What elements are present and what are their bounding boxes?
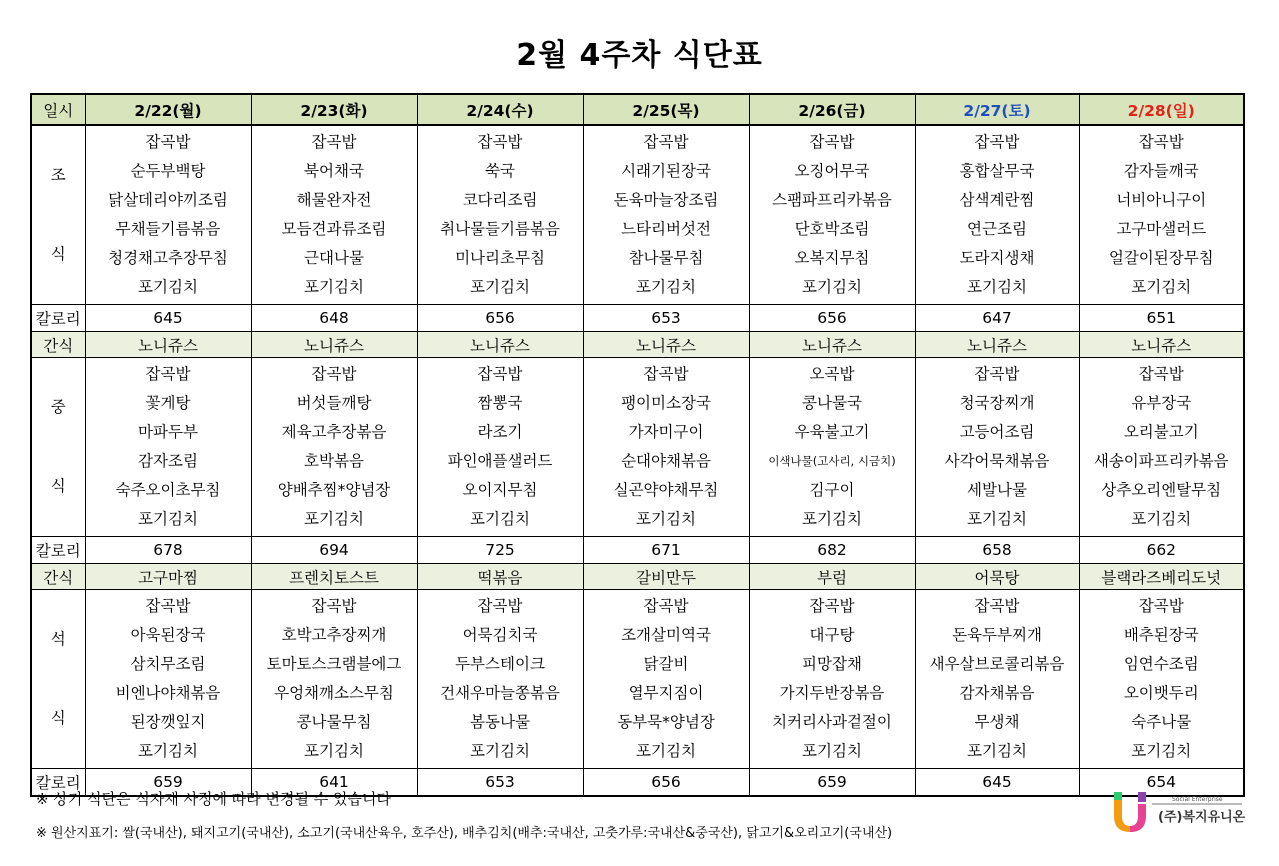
snack-item: 고구마찜 bbox=[85, 564, 251, 590]
dish-item: 청경채고추장무침 bbox=[108, 249, 228, 267]
dish-item: 포기김치 bbox=[967, 742, 1027, 760]
dish-item: 무채들기름볶음 bbox=[115, 220, 221, 238]
dish-item: 참나물무침 bbox=[628, 249, 704, 267]
lunch-day-menu bbox=[583, 358, 749, 537]
dish-item: 돈육두부찌개 bbox=[952, 626, 1042, 644]
label-spacer bbox=[32, 417, 85, 477]
dish-item: 팽이미소장국 bbox=[621, 394, 711, 412]
dish-item: 사각어묵채볶음 bbox=[944, 452, 1050, 470]
dish-item: 취나물들기름볶음 bbox=[440, 220, 560, 238]
page-title: 2월 4주차 식단표 bbox=[516, 38, 763, 73]
dinner-menu-row bbox=[31, 590, 1244, 769]
dish-item: 잡곡밥 bbox=[643, 133, 689, 151]
snack-item: 노니쥬스 bbox=[417, 332, 583, 358]
dish-item: 호박고추장찌개 bbox=[281, 626, 387, 644]
dish-item: 쑥국 bbox=[485, 162, 515, 180]
dish-item: 삼치무조림 bbox=[130, 655, 206, 673]
date-label: 일시 bbox=[31, 94, 85, 125]
dinner-day-menu bbox=[251, 590, 417, 769]
dish-item: 건새우마늘쫑볶음 bbox=[440, 684, 560, 702]
lunch-label-top: 중 bbox=[50, 398, 66, 417]
label-spacer bbox=[32, 649, 85, 709]
calorie-value: 678 bbox=[85, 537, 251, 564]
calorie-value: 653 bbox=[583, 305, 749, 332]
dish-item: 잡곡밥 bbox=[145, 365, 191, 383]
origin-notice: ※ 원산지표기: 쌀(국내산), 돼지고기(국내산), 소고기(국내산육우, 호주산), 배추김치(배추:국내산, 고춧가루:국내산&중국산), 닭고기&오리고기(국내산) bbox=[36, 826, 893, 841]
lunch-label-bottom: 식 bbox=[50, 477, 66, 495]
calorie-value: 658 bbox=[915, 537, 1079, 564]
snack-item: 노니쥬스 bbox=[85, 332, 251, 358]
dish-item: 숙주오이초무침 bbox=[115, 481, 221, 499]
lunch-menu-row bbox=[31, 358, 1244, 537]
dish-item: 포기김치 bbox=[802, 278, 862, 296]
snack-label: 간식 bbox=[31, 332, 85, 358]
dish-item: 포기김치 bbox=[636, 510, 696, 528]
calorie-value: 651 bbox=[1079, 305, 1244, 332]
dish-item: 세발나물 bbox=[967, 481, 1027, 499]
snack-item: 노니쥬스 bbox=[749, 332, 915, 358]
breakfast-label-top: 조 bbox=[50, 166, 66, 185]
dish-item: 오징어무국 bbox=[794, 162, 870, 180]
snack-item: 노니쥬스 bbox=[1079, 332, 1244, 358]
dish-item: 라조기 bbox=[477, 423, 523, 441]
snack-item: 노니쥬스 bbox=[251, 332, 417, 358]
dish-item: 시래기된장국 bbox=[621, 162, 711, 180]
dish-item: 아욱된장국 bbox=[130, 626, 206, 644]
snack-label: 간식 bbox=[31, 564, 85, 590]
dish-item: 포기김치 bbox=[802, 742, 862, 760]
dish-item: 북어채국 bbox=[304, 162, 364, 180]
day-header: 2/28(일) bbox=[1079, 94, 1244, 125]
lunch-calorie-row bbox=[31, 537, 1244, 564]
dish-item: 오리불고기 bbox=[1123, 423, 1199, 441]
dinner-day-menu bbox=[915, 590, 1079, 769]
dinner-day-menu bbox=[417, 590, 583, 769]
dish-item: 잡곡밥 bbox=[311, 597, 357, 615]
lunch-day-menu bbox=[915, 358, 1079, 537]
dish-item: 포기김치 bbox=[138, 742, 198, 760]
dish-item: 포기김치 bbox=[802, 510, 862, 528]
breakfast-day-menu bbox=[749, 125, 915, 305]
dish-item: 콩나물국 bbox=[802, 394, 862, 412]
calorie-value: 694 bbox=[251, 537, 417, 564]
logo-tagline: Social Enterprise bbox=[1172, 796, 1223, 803]
dish-item: 포기김치 bbox=[636, 742, 696, 760]
calorie-value: 648 bbox=[251, 305, 417, 332]
dish-item: 연근조림 bbox=[967, 220, 1027, 238]
dish-item: 숙주나물 bbox=[1131, 713, 1192, 731]
dish-item: 포기김치 bbox=[304, 742, 364, 760]
calorie-value: 645 bbox=[85, 305, 251, 332]
dish-item: 된장깻잎지 bbox=[130, 713, 206, 731]
snack-item: 노니쥬스 bbox=[915, 332, 1079, 358]
dish-item: 포기김치 bbox=[470, 278, 530, 296]
dish-item: 두부스테이크 bbox=[455, 655, 545, 673]
dish-item: 잡곡밥 bbox=[974, 133, 1020, 151]
breakfast-day-menu bbox=[251, 125, 417, 305]
dish-item: 대구탕 bbox=[809, 626, 855, 644]
dish-item: 잡곡밥 bbox=[311, 365, 357, 383]
dish-item: 잡곡밥 bbox=[643, 597, 689, 615]
dish-item: 오이지무침 bbox=[462, 481, 538, 499]
change-notice: ※ 상기 식단은 식자재 사정에 따라 변경될 수 있습니다 bbox=[36, 790, 392, 808]
label-spacer bbox=[32, 185, 85, 245]
dish-item: 잡곡밥 bbox=[1138, 365, 1184, 383]
calorie-value: 682 bbox=[749, 537, 915, 564]
dish-item: 순두부백탕 bbox=[130, 162, 206, 180]
dish-item: 도라지생채 bbox=[959, 249, 1035, 267]
dish-item: 감자채볶음 bbox=[959, 684, 1035, 702]
dish-item: 미나리초무침 bbox=[455, 249, 545, 267]
dish-item: 돈육마늘장조림 bbox=[613, 191, 719, 209]
snack-item: 블랙라즈베리도넛 bbox=[1079, 564, 1244, 590]
dish-item: 조개살미역국 bbox=[621, 626, 711, 644]
dinner-day-menu bbox=[85, 590, 251, 769]
dish-item: 가자미구이 bbox=[628, 423, 704, 441]
calorie-label: 칼로리 bbox=[31, 305, 85, 332]
dish-item: 포기김치 bbox=[470, 742, 530, 760]
dinner-day-menu bbox=[749, 590, 915, 769]
dish-item: 이색나물(고사리, 시금치) bbox=[768, 454, 896, 468]
dish-item: 양배추찜*양념장 bbox=[277, 481, 391, 499]
dish-item: 파인애플샐러드 bbox=[447, 452, 553, 470]
breakfast-day-menu bbox=[85, 125, 251, 305]
header-row bbox=[31, 94, 1244, 125]
lunch-day-menu bbox=[1079, 358, 1244, 537]
dish-item: 잡곡밥 bbox=[145, 133, 191, 151]
breakfast-day-menu bbox=[1079, 125, 1244, 305]
lunch-day-menu bbox=[251, 358, 417, 537]
dish-item: 단호박조림 bbox=[794, 220, 870, 238]
dish-item: 피망잡채 bbox=[802, 655, 862, 673]
dish-item: 삼색계란찜 bbox=[959, 191, 1035, 209]
dish-item: 얼갈이된장무침 bbox=[1108, 249, 1214, 267]
dish-item: 오복지무침 bbox=[794, 249, 870, 267]
dish-item: 호박볶음 bbox=[304, 452, 364, 470]
snack-item: 프렌치토스트 bbox=[251, 564, 417, 590]
dish-item: 가지두반장볶음 bbox=[779, 684, 885, 702]
dish-item: 청국장찌개 bbox=[959, 394, 1035, 412]
calorie-value: 656 bbox=[417, 305, 583, 332]
dish-item: 마파두부 bbox=[138, 423, 198, 441]
dish-item: 버섯들깨탕 bbox=[296, 394, 372, 412]
dish-item: 새우살브로콜리볶음 bbox=[929, 655, 1065, 673]
dish-item: 잡곡밥 bbox=[311, 133, 357, 151]
dish-item: 포기김치 bbox=[967, 510, 1027, 528]
dish-item: 잡곡밥 bbox=[809, 597, 855, 615]
lunch-day-menu bbox=[417, 358, 583, 537]
dish-item: 잡곡밥 bbox=[477, 597, 523, 615]
snack-item: 갈비만두 bbox=[583, 564, 749, 590]
dish-item: 포기김치 bbox=[304, 278, 364, 296]
dish-item: 유부장국 bbox=[1131, 394, 1192, 412]
dish-item: 오곡밥 bbox=[809, 365, 855, 383]
dish-item: 코다리조림 bbox=[462, 191, 538, 209]
dish-item: 비엔나야채볶음 bbox=[115, 684, 221, 702]
calorie-value: 641 bbox=[251, 769, 417, 797]
dish-item: 포기김치 bbox=[636, 278, 696, 296]
calorie-value: 647 bbox=[915, 305, 1079, 332]
dish-item: 잡곡밥 bbox=[974, 597, 1020, 615]
day-header: 2/23(화) bbox=[251, 94, 417, 125]
dish-item: 모듬견과류조림 bbox=[281, 220, 387, 238]
dish-item: 잡곡밥 bbox=[477, 365, 523, 383]
dish-item: 우육불고기 bbox=[794, 423, 870, 441]
dish-item: 닭살데리야끼조림 bbox=[108, 191, 228, 209]
snack-item: 어묵탕 bbox=[915, 564, 1079, 590]
dinner-label-top: 석 bbox=[50, 630, 66, 649]
dish-item: 새송이파프리카볶음 bbox=[1093, 452, 1229, 470]
dish-item: 짬뽕국 bbox=[477, 394, 523, 412]
snack1-row bbox=[31, 332, 1244, 358]
dish-item: 콩나물무침 bbox=[296, 713, 372, 731]
dinner-day-menu bbox=[583, 590, 749, 769]
lunch-day-menu bbox=[85, 358, 251, 537]
day-header: 2/26(금) bbox=[749, 94, 915, 125]
dish-item: 너비아니구이 bbox=[1116, 191, 1207, 209]
dish-item: 임연수조림 bbox=[1123, 655, 1199, 673]
dish-item: 잡곡밥 bbox=[477, 133, 523, 151]
dish-item: 순대야채볶음 bbox=[621, 452, 711, 470]
breakfast-day-menu bbox=[417, 125, 583, 305]
dish-item: 오이뱃두리 bbox=[1123, 684, 1199, 702]
dish-item: 포기김치 bbox=[1131, 510, 1192, 528]
dinner-label-bottom: 식 bbox=[50, 709, 66, 727]
dish-item: 근대나물 bbox=[304, 249, 364, 267]
dish-item: 고구마샐러드 bbox=[1116, 220, 1207, 238]
breakfast-menu-row bbox=[31, 125, 1244, 305]
day-header: 2/27(토) bbox=[915, 94, 1079, 125]
snack-item: 떡볶음 bbox=[417, 564, 583, 590]
calorie-label: 칼로리 bbox=[31, 769, 85, 797]
calorie-value: 654 bbox=[1079, 769, 1244, 797]
breakfast-label bbox=[31, 125, 85, 305]
dish-item: 봄동나물 bbox=[470, 713, 530, 731]
dish-item: 포기김치 bbox=[470, 510, 530, 528]
dish-item: 잡곡밥 bbox=[1138, 133, 1184, 151]
calorie-value: 662 bbox=[1079, 537, 1244, 564]
dish-item: 포기김치 bbox=[138, 278, 198, 296]
dish-item: 홍합살무국 bbox=[959, 162, 1035, 180]
dinner-day-menu bbox=[1079, 590, 1244, 769]
dish-item: 포기김치 bbox=[967, 278, 1027, 296]
dish-item: 해물완자전 bbox=[296, 191, 372, 209]
calorie-value: 656 bbox=[749, 305, 915, 332]
snack-item: 부럼 bbox=[749, 564, 915, 590]
meal-plan-table bbox=[30, 93, 1245, 797]
dish-item: 느타리버섯전 bbox=[621, 220, 711, 238]
dish-item: 꽃게탕 bbox=[145, 394, 191, 412]
dish-item: 스팸파프리카볶음 bbox=[772, 191, 892, 209]
dish-item: 포기김치 bbox=[304, 510, 364, 528]
calorie-label: 칼로리 bbox=[31, 537, 85, 564]
breakfast-day-menu bbox=[583, 125, 749, 305]
calorie-value: 656 bbox=[583, 769, 749, 797]
dish-item: 김구이 bbox=[809, 481, 855, 499]
day-header: 2/25(목) bbox=[583, 94, 749, 125]
dish-item: 실곤약야채무침 bbox=[613, 481, 719, 499]
dish-item: 감자들깨국 bbox=[1123, 162, 1199, 180]
dish-item: 포기김치 bbox=[138, 510, 198, 528]
dish-item: 잡곡밥 bbox=[145, 597, 191, 615]
dish-item: 동부묵*양념장 bbox=[617, 713, 715, 731]
dish-item: 치커리사과겉절이 bbox=[772, 713, 892, 731]
dish-item: 잡곡밥 bbox=[974, 365, 1020, 383]
breakfast-day-menu bbox=[915, 125, 1079, 305]
dish-item: 잡곡밥 bbox=[809, 133, 855, 151]
dish-item: 무생채 bbox=[974, 713, 1020, 731]
breakfast-label-bottom: 식 bbox=[50, 245, 66, 263]
dish-item: 잡곡밥 bbox=[1138, 597, 1184, 615]
lunch-day-menu bbox=[749, 358, 915, 537]
calorie-value: 725 bbox=[417, 537, 583, 564]
dish-item: 배추된장국 bbox=[1123, 626, 1199, 644]
dish-item: 포기김치 bbox=[1131, 278, 1192, 296]
dish-item: 우엉채깨소스무침 bbox=[274, 684, 394, 702]
snack2-row bbox=[31, 564, 1244, 590]
day-header: 2/24(수) bbox=[417, 94, 583, 125]
day-header: 2/22(월) bbox=[85, 94, 251, 125]
dish-item: 제육고추장볶음 bbox=[281, 423, 387, 441]
calorie-value: 653 bbox=[417, 769, 583, 797]
calorie-value: 659 bbox=[749, 769, 915, 797]
calorie-value: 671 bbox=[583, 537, 749, 564]
dish-item: 고등어조림 bbox=[959, 423, 1035, 441]
calorie-value: 659 bbox=[85, 769, 251, 797]
dish-item: 토마토스크램블에그 bbox=[266, 655, 402, 673]
logo-name: (주)복지유니온 bbox=[1158, 810, 1246, 825]
dish-item: 잡곡밥 bbox=[643, 365, 689, 383]
dish-item: 어묵김치국 bbox=[462, 626, 538, 644]
dish-item: 포기김치 bbox=[1131, 742, 1192, 760]
lunch-label bbox=[31, 358, 85, 537]
dish-item: 닭갈비 bbox=[643, 655, 689, 673]
calorie-value: 645 bbox=[915, 769, 1079, 797]
dish-item: 열무지짐이 bbox=[628, 684, 704, 702]
dish-item: 감자조림 bbox=[138, 452, 198, 470]
breakfast-calorie-row bbox=[31, 305, 1244, 332]
dish-item: 상추오리엔탈무침 bbox=[1101, 481, 1222, 499]
dinner-label bbox=[31, 590, 85, 769]
snack-item: 노니쥬스 bbox=[583, 332, 749, 358]
